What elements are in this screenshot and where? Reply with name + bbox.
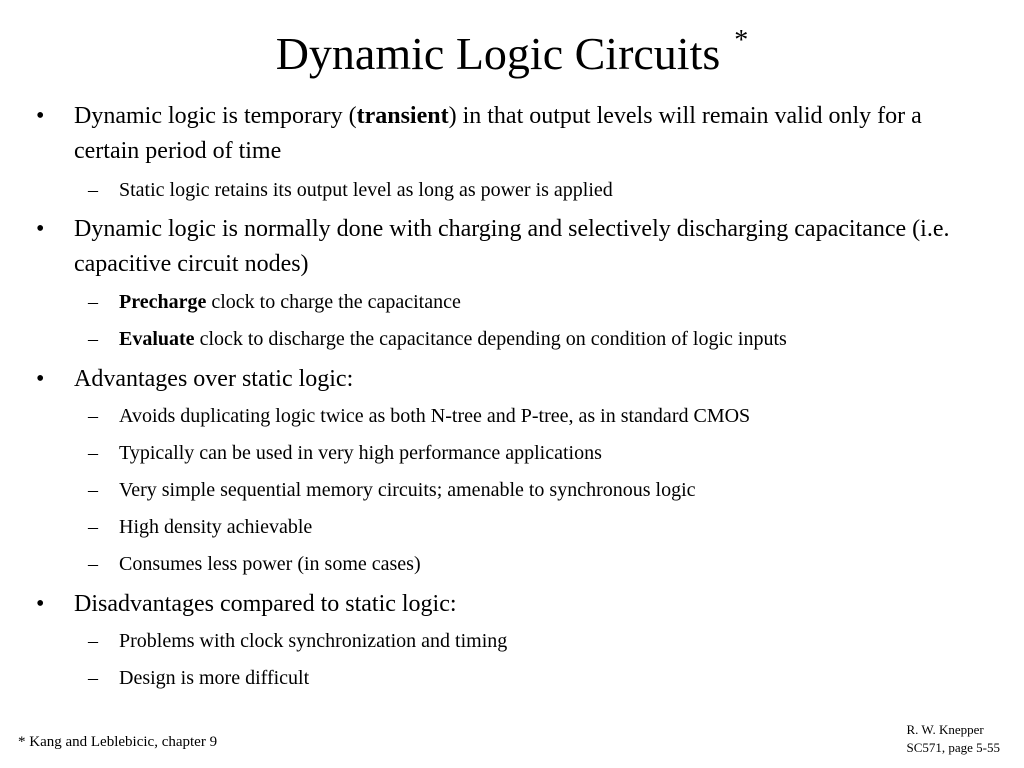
title-footnote-mark: * bbox=[734, 25, 749, 56]
bullet-3-sub-2 bbox=[88, 441, 602, 465]
bullet-3-sub-5 bbox=[88, 552, 421, 576]
bullet-2-sub-2-text: clock to discharge the capacitance depending on condition of logic inputs bbox=[194, 328, 787, 350]
bullet-1-text-post: ) in that output levels will remain valid only for a certain period of time bbox=[74, 103, 922, 164]
bullet-3-text: Advantages over static logic: bbox=[74, 366, 354, 392]
bullet-2 bbox=[36, 212, 979, 282]
footer-credit bbox=[906, 721, 1000, 757]
bullet-2-sub-1-text: clock to charge the capacitance bbox=[206, 291, 461, 313]
footer-author: R. W. Knepper bbox=[906, 722, 984, 737]
bullet-marker: • bbox=[36, 591, 45, 617]
bullet-2-sub-1-bold-term: Precharge bbox=[119, 291, 207, 313]
dash-marker: – bbox=[88, 667, 98, 689]
dash-marker: – bbox=[88, 328, 98, 350]
bullet-1-sub-1 bbox=[88, 178, 613, 202]
dash-marker: – bbox=[88, 291, 98, 313]
bullet-4-sub-2 bbox=[88, 666, 310, 690]
bullet-2-sub-1 bbox=[88, 290, 461, 314]
bullet-2-sub-2-bold-term: Evaluate bbox=[119, 328, 195, 350]
bullet-marker: • bbox=[36, 216, 45, 242]
bullet-1-bold-term: transient bbox=[356, 103, 449, 129]
bullet-3-sub-3 bbox=[88, 478, 696, 502]
dash-marker: – bbox=[88, 479, 98, 501]
bullet-3-sub-5-text: Consumes less power (in some cases) bbox=[119, 553, 421, 575]
bullet-4 bbox=[36, 587, 979, 622]
bullet-1-text-pre: Dynamic logic is temporary ( bbox=[74, 103, 357, 129]
bullet-3-sub-1-text: Avoids duplicating logic twice as both N-tree and P-tree, as in standard CMOS bbox=[119, 405, 751, 427]
bullet-1-sub-1-text: Static logic retains its output level as long as power is applied bbox=[119, 179, 613, 201]
bullet-3-sub-1 bbox=[88, 404, 751, 428]
bullet-3-sub-4 bbox=[88, 515, 313, 539]
dash-marker: – bbox=[88, 630, 98, 652]
bullet-4-text: Disadvantages compared to static logic: bbox=[74, 591, 457, 617]
dash-marker: – bbox=[88, 442, 98, 464]
dash-marker: – bbox=[88, 516, 98, 538]
bullet-2-text: Dynamic logic is normally done with charging and selectively discharging capacitance (i.e. capacitive circuit nodes) bbox=[74, 216, 950, 277]
bullet-4-sub-1-text: Problems with clock synchronization and timing bbox=[119, 630, 508, 652]
bullet-3-sub-3-text: Very simple sequential memory circuits; amenable to synchronous logic bbox=[119, 479, 696, 501]
dash-marker: – bbox=[88, 553, 98, 575]
slide-title bbox=[0, 26, 1024, 81]
bullet-2-sub-2 bbox=[88, 327, 787, 351]
bullet-4-sub-1 bbox=[88, 629, 508, 653]
bullet-3-sub-4-text: High density achievable bbox=[119, 516, 313, 538]
dash-marker: – bbox=[88, 405, 98, 427]
slide-title-text: Dynamic Logic Circuits bbox=[275, 28, 721, 79]
bullet-1 bbox=[36, 99, 979, 169]
bullet-4-sub-2-text: Design is more difficult bbox=[119, 667, 310, 689]
bullet-marker: • bbox=[36, 103, 45, 129]
footnote-reference: * Kang and Leblebicic, chapter 9 bbox=[18, 734, 218, 750]
bullet-marker: • bbox=[36, 366, 45, 392]
bullet-3 bbox=[36, 362, 979, 397]
footer-page-number: SC571, page 5-55 bbox=[906, 740, 1000, 755]
dash-marker: – bbox=[88, 179, 98, 201]
bullet-3-sub-2-text: Typically can be used in very high performance applications bbox=[119, 442, 602, 464]
